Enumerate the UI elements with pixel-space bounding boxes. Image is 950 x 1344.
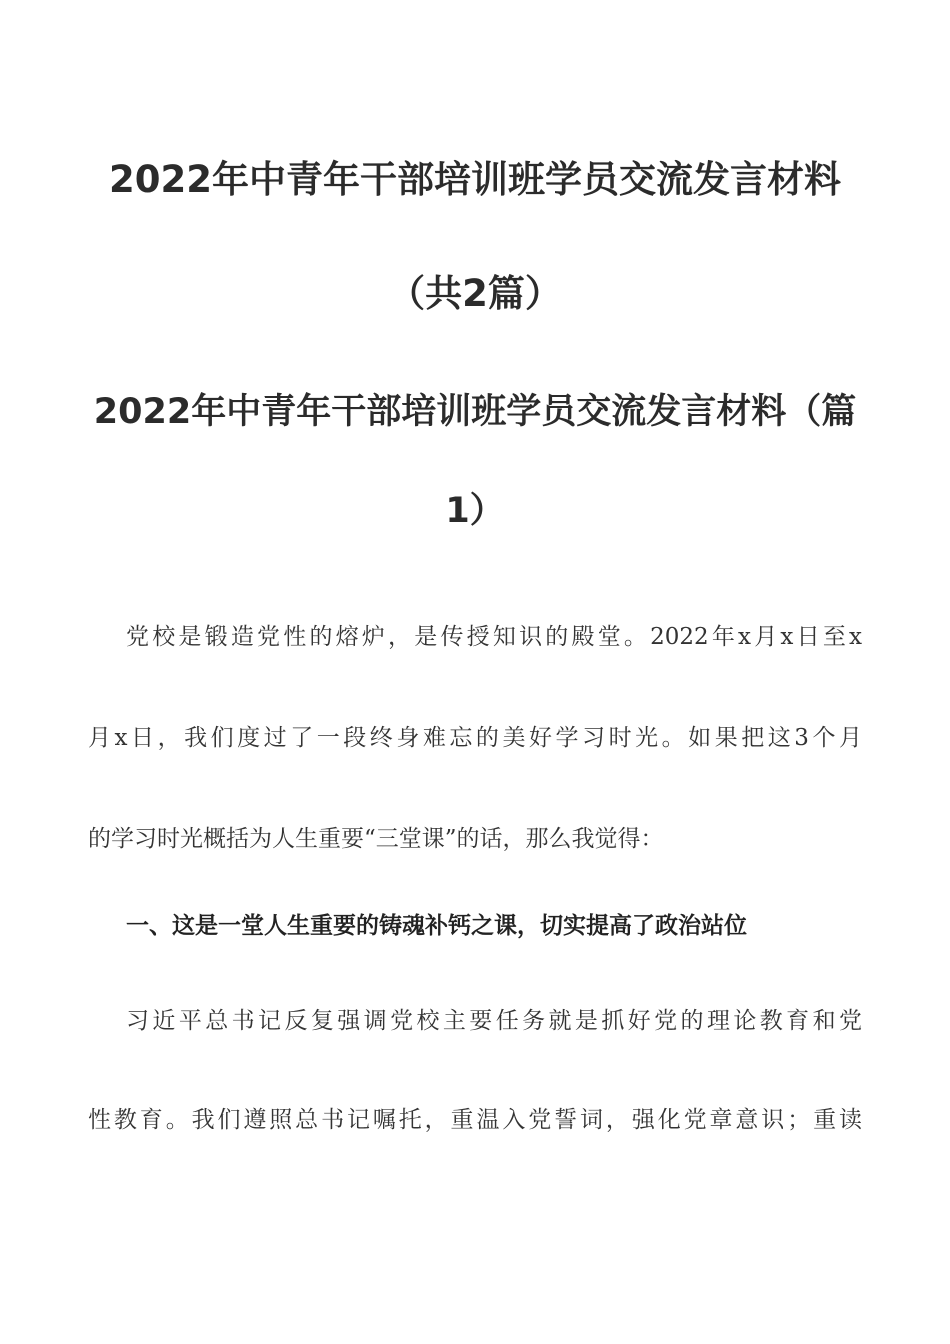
paragraph-2-line-1: 习近平总书记反复强调党校主要任务就是抓好党的理论教育和党 <box>126 1008 862 1034</box>
article-title-line-2: 1） <box>445 491 505 531</box>
paragraph-1-line-1: 党校是锻造党性的熔炉，是传授知识的殿堂。2022年x月x日至x <box>126 624 862 650</box>
paragraph-1-line-3: 的学习时光概括为人生重要“三堂课”的话，那么我觉得： <box>88 826 664 852</box>
document-title-line-2: （共2篇） <box>388 272 562 315</box>
section-1-heading: 一、这是一堂人生重要的铸魂补钙之课，切实提高了政治站位 <box>126 912 747 939</box>
document-title-line-1: 2022年中青年干部培训班学员交流发言材料 <box>109 158 841 201</box>
paragraph-1-line-2: 月x日，我们度过了一段终身难忘的美好学习时光。如果把这3个月 <box>88 725 862 751</box>
article-title-line-1: 2022年中青年干部培训班学员交流发言材料（篇 <box>93 392 857 432</box>
paragraph-2-line-2: 性教育。我们遵照总书记嘱托，重温入党誓词，强化党章意识；重读 <box>88 1107 862 1133</box>
